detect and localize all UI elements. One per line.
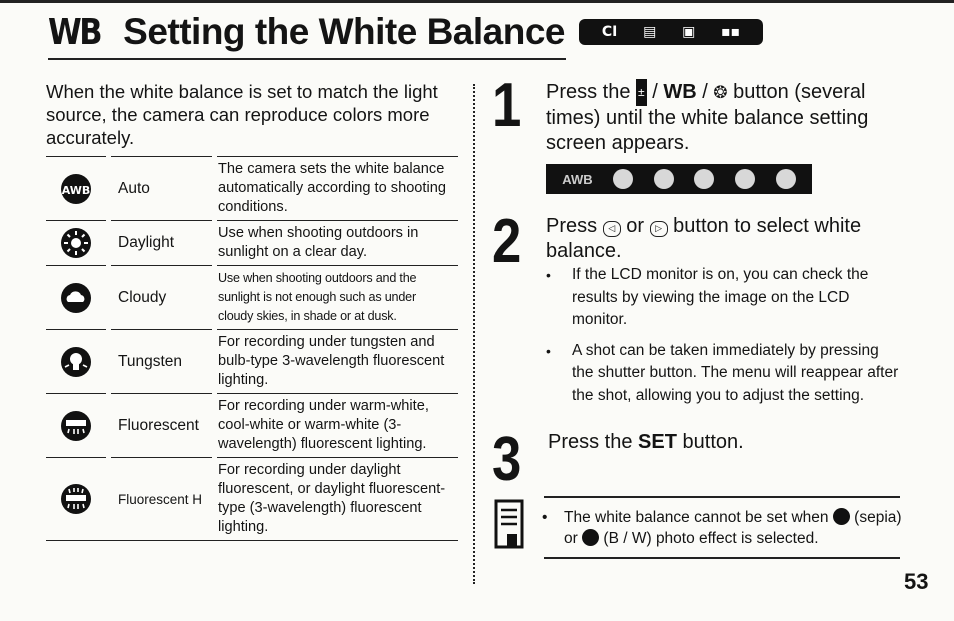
movie-icon: ▪▪ — [721, 24, 741, 40]
wb-desc: Use when shooting outdoors in sunlight on a clear day. — [218, 225, 419, 260]
wb-desc: Use when shooting outdoors and the sunlight is not enough such as under cloudy skies, in shade or at dusk. — [218, 271, 417, 323]
step-number-1: 1 — [492, 71, 522, 140]
right-button-icon: ▷ — [650, 221, 668, 237]
step-2-post: button to select white balance. — [546, 215, 862, 262]
list-item: • A shot can be taken immediately by pressing the shutter button. The menu will reappear after the shot, allowing you to adjust the setting. — [546, 340, 902, 408]
white-balance-table — [46, 156, 458, 541]
daylight-icon — [46, 226, 106, 260]
left-button-icon: ◁ — [603, 221, 621, 237]
fluorescent-icon — [46, 409, 106, 443]
list-item: • If the LCD monitor is on, you can check the results by viewing the image on the LCD monitor. — [546, 264, 902, 332]
wb-label: WB — [663, 81, 697, 103]
mode-icon-b: ▣ — [682, 24, 696, 40]
wb-desc: The camera sets the white balance automatically according to shooting conditions. — [218, 161, 446, 215]
note-mid: (sepia) or — [564, 509, 902, 547]
wb-settings-strip — [546, 164, 812, 194]
note-text — [540, 507, 904, 549]
step-3-text — [548, 431, 744, 454]
title-rule — [48, 58, 566, 60]
note-rule-top — [544, 496, 900, 498]
step-number-2: 2 — [492, 207, 522, 276]
auto-wb-icon — [46, 172, 106, 206]
shooting-mode-badge — [579, 19, 763, 45]
title-text: Setting the White Balance — [123, 11, 565, 52]
wb-logo: WB — [48, 11, 100, 53]
strip-fluorescent-h-icon — [776, 169, 796, 189]
wb-name: Auto — [118, 179, 150, 197]
column-divider — [473, 84, 475, 584]
wb-desc: For recording under daylight fluorescent, or daylight fluorescent-type (3-wavelength) fluorescent lighting. — [218, 462, 446, 535]
intro-text: When the white balance is set to match the light source, the camera can reproduce colors more accurately. — [46, 81, 438, 148]
note-post: (B / W) photo effect is selected. — [603, 530, 819, 547]
note-rule-bottom — [544, 557, 900, 559]
bw-icon — [582, 529, 599, 546]
tungsten-icon — [46, 345, 106, 379]
set-label: SET — [638, 431, 677, 453]
wb-name: Fluorescent H — [118, 491, 203, 507]
strip-auto-label: AWB — [562, 171, 593, 187]
step-1-text: Press the ± / WB / ❂ button (several times) until the white balance setting screen appears. — [546, 81, 869, 154]
strip-fluorescent-icon — [735, 169, 755, 189]
page-title — [48, 6, 763, 58]
cloudy-icon — [46, 281, 106, 315]
page-number: 53 — [904, 569, 929, 594]
wb-name: Fluorescent — [118, 416, 199, 434]
table-row — [46, 393, 458, 457]
mode-icon-a: ▤ — [643, 24, 657, 40]
table-row — [46, 156, 458, 220]
table-row — [46, 220, 458, 265]
wb-desc: For recording under warm-white, cool-white or warm-white (3-wavelength) fluorescent lighting. — [218, 398, 429, 452]
table-row — [46, 457, 458, 541]
top-border — [0, 0, 954, 3]
step-2-text — [546, 214, 902, 264]
svg-text:AWB: AWB — [61, 183, 91, 197]
note-pre: The white balance cannot be set when — [564, 509, 829, 526]
table-row — [46, 329, 458, 393]
strip-cloudy-icon — [654, 169, 674, 189]
wb-name: Cloudy — [118, 288, 167, 306]
sepia-icon — [833, 508, 850, 525]
wb-desc: For recording under tungsten and bulb-type 3-wavelength fluorescent lighting. — [218, 334, 445, 388]
wb-name: Tungsten — [118, 352, 183, 370]
photo-effect-icon: ❂ — [713, 83, 728, 102]
exposure-compensation-icon: ± — [636, 79, 647, 106]
step-3-post: button. — [682, 431, 744, 453]
step-2-bullets — [546, 264, 902, 415]
strip-daylight-icon — [613, 169, 633, 189]
strip-tungsten-icon — [694, 169, 714, 189]
table-row — [46, 265, 458, 329]
step-3-pre: Press the — [548, 431, 633, 453]
wb-name: Daylight — [118, 234, 174, 251]
note-icon — [493, 498, 527, 555]
step-number-3: 3 — [492, 425, 522, 494]
step-1-pre: Press the — [546, 81, 631, 103]
step-2-pre: Press — [546, 215, 598, 237]
step-2-or: or — [626, 215, 645, 237]
mode-icon-custom: CⅠ — [601, 24, 618, 40]
step-1-post: button (several times) until the white balance setting screen appears. — [546, 81, 869, 154]
fluorescent-h-icon — [46, 482, 106, 516]
